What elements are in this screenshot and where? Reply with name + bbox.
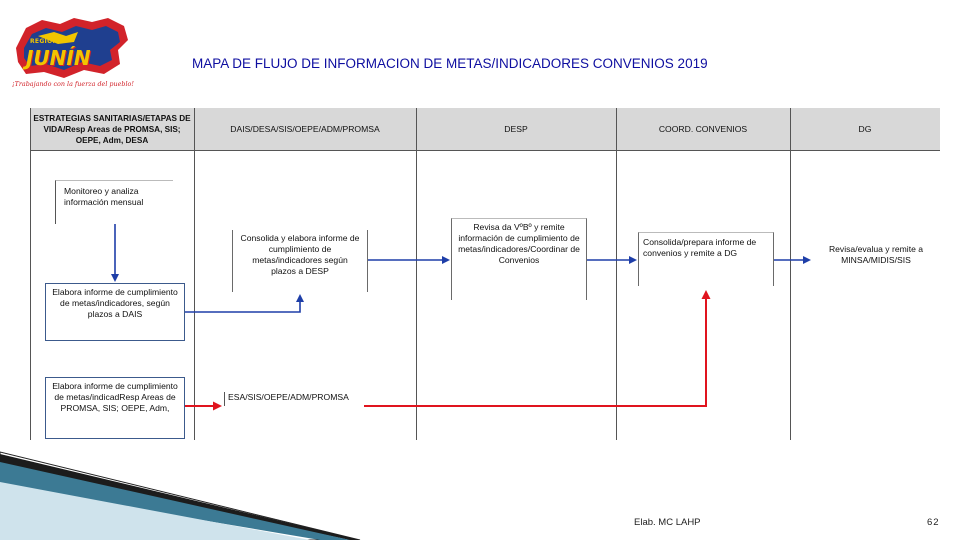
column-header-dg: DG xyxy=(790,108,940,150)
step-elabora-informe-text: Elabora informe de cumplimiento de metas/indicadores, según plazos a DAIS xyxy=(52,287,178,319)
step-consolida-coord-text: Consolida/prepara informe de convenios y remite a DG xyxy=(643,237,757,258)
step-revisa-desp-text: Revisa da VºBº y remite información de cumplimiento de metas/indicadores/Coordinar de Convenios xyxy=(458,222,580,265)
column-header-dais: DAIS/DESA/SIS/OEPE/ADM/PROMSA xyxy=(194,108,416,150)
logo-region-text: REGIÓN xyxy=(30,38,58,45)
step-revisa-dg-text: Revisa/evalua y remite a MINSA/MIDIS/SIS xyxy=(828,244,924,265)
page-title: MAPA DE FLUJO DE INFORMACION DE METAS/INDICADORES CONVENIOS 2019 xyxy=(192,56,708,71)
logo-name-text: JUNÍN xyxy=(26,46,91,70)
step-desa-label-text: ESA/SIS/OEPE/ADM/PROMSA xyxy=(228,392,349,402)
footer-credit: Elab. MC LAHP xyxy=(634,517,701,528)
column-header-desp: DESP xyxy=(416,108,616,150)
step-consolida-dais-text: Consolida y elabora informe de cumplimiento de metas/indicadores según plazos a DESP xyxy=(240,233,360,276)
footer-page-number: 62 xyxy=(927,517,940,528)
step-monitoreo-text: Monitoreo y analiza información mensual xyxy=(64,186,144,207)
column-header-estrategias: ESTRATEGIAS SANITARIAS/ETAPAS DE VIDA/Resp Areas de PROMSA, SIS; OEPE, Adm, DESA xyxy=(30,108,194,150)
step-elabora-informe-resp-text: Elabora informe de cumplimiento de metas/indicadResp Areas de PROMSA, SIS; OEPE, Adm, xyxy=(52,381,178,413)
column-header-coord-convenios: COORD. CONVENIOS xyxy=(616,108,790,150)
logo-slogan-text: ¡Trabajando con la fuerza del pueblo! xyxy=(12,80,134,88)
